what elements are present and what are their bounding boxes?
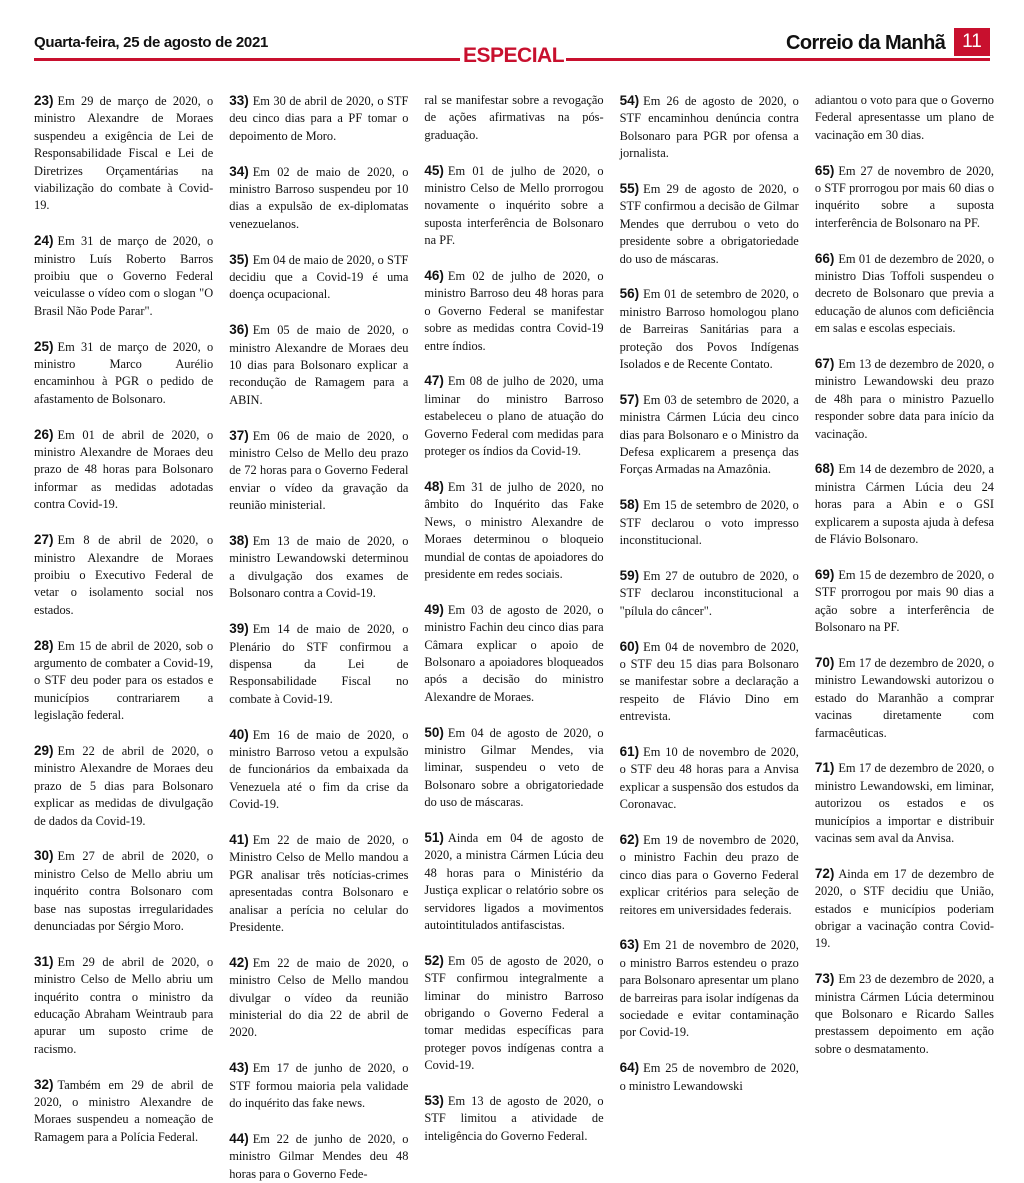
entry-text: Em 04 de agosto de 2020, o ministro Gilmar Mendes, via liminar, suspendeu o veto de Bolsonaro sobre a obrigatoriedade do uso de máscaras. [424,725,604,810]
entry-number: 72) [814,865,835,881]
timeline-entry [424,952,603,1075]
entry-number: 57) [619,391,640,407]
timeline-entry [424,478,603,583]
entry-number: 30) [34,848,54,864]
entry-number: 27) [34,532,54,548]
entry-text: Em 04 de maio de 2020, o STF decidiu que a Covid-19 é uma doença ocupacional. [229,252,409,302]
entry-text: Em 21 de novembro de 2020, o ministro Barros estendeu o prazo para Bolsonaro apresentar um plano de barreiras para isolar indígenas da sociedade e evitar contaminação por Covid-19. [619,938,799,1040]
entry-text: Em 22 de maio de 2020, o ministro Celso de Mello mandou divulgar o vídeo da reunião ministerial do dia 22 de abril de 2020. [229,955,409,1040]
timeline-entry [815,355,994,443]
entry-number: 68) [814,461,835,477]
timeline-entry [229,831,408,936]
entry-number: 41) [229,831,249,847]
page-header [0,0,1024,80]
timeline-entry [229,92,408,145]
article-columns [34,92,995,1181]
entry-text: Em 14 de maio de 2020, o Plenário do STF confirmou a dispensa da Lei de Responsabilidade Fiscal no combate à Covid-19. [229,622,409,706]
newspaper-name: Correio da Manhã [786,32,946,54]
entry-text: Em 30 de abril de 2020, o STF deu cinco dias para a PF tomar o depoimento de Moro. [229,94,409,143]
entry-number: 69) [814,566,835,582]
timeline-entry [815,654,994,742]
timeline-entry [620,1059,799,1095]
timeline-entry [815,460,994,548]
entry-text: Em 01 de dezembro de 2020, o ministro Dias Toffoli suspendeu o decreto de Bolsonaro que previa a educação de alunos com deficiência em salas e escolas especiais. [814,251,995,336]
timeline-entry [34,1076,213,1147]
entry-text: Em 22 de junho de 2020, o ministro Gilmar Mendes deu 48 horas para o Governo Fede- [229,1131,409,1181]
entry-text: Em 02 de julho de 2020, o ministro Barroso deu 48 horas para o Governo Federal se manifestar sobre as medidas contra Covid-19 entre índios. [424,269,604,353]
entry-text: Em 25 de novembro de 2020, o ministro Lewandowski [619,1061,799,1093]
entry-text: Em 27 de outubro de 2020, o STF declarou inconstitucional a "pílula do câncer". [619,568,799,618]
entry-number: 23) [34,93,54,108]
timeline-entry [620,936,799,1041]
entry-number: 42) [229,954,249,970]
entry-number: 54) [619,93,640,108]
entry-text: Em 13 de agosto de 2020, o STF limitou a atividade de inteligência do Governo Federal. [424,1094,604,1143]
timeline-entry [34,847,213,935]
entry-text: Em 31 de julho de 2020, no âmbito do Inquérito das Fake News, o ministro Alexandre de Moraes determinou o bloqueio mundial de contas de apoiadores do presidente em redes sociais. [424,479,604,581]
timeline-entry [620,92,799,163]
entry-text: Em 22 de maio de 2020, o Ministro Celso de Mello mandou a PGR analisar três notícias-crimes apresentadas contra Bolsonaro e analisar a perícia no celular do Presidente. [229,832,409,934]
timeline-entry [229,532,408,603]
entry-text: Ainda em 04 de agosto de 2020, a ministra Cármen Lúcia deu 48 horas para o Ministério da Justiça explicar o relatório sobre os servidores ligados a movimentos autointitulados antifascistas. [424,830,604,932]
timeline-entry [424,829,603,934]
entry-number: 35) [229,251,249,267]
entry-number: 36) [229,322,249,338]
timeline-entry [620,831,799,919]
timeline-entry [815,566,994,637]
entry-text: Em 14 de dezembro de 2020, a ministra Cármen Lúcia deu 24 horas para a Abin e o GSI explicarem a suposta ajuda à defesa de Flávio Bolsonaro. [814,462,995,547]
entry-text: Também em 29 de abril de 2020, o ministro Alexandre de Moraes suspendeu a nomeação de Ramagem para a Polícia Federal. [34,1077,214,1144]
column-3 [424,92,603,1152]
entry-number: 40) [229,726,249,742]
entry-number: 32) [34,1076,54,1092]
entry-text: Em 31 de março de 2020, o ministro Marco Aurélio encaminhou à PGR o pedido de afastamento de Bolsonaro. [34,339,214,406]
section-title: ESPECIAL [463,44,565,67]
entry-text: Em 15 de abril de 2020, sob o argumento de combater a Covid-19, o STF deu poder para os estados e municípios contrariarem a legislação federal. [34,638,214,723]
entry-number: 64) [619,1060,640,1076]
entry-text: Em 23 de dezembro de 2020, a ministra Cármen Lúcia determinou que Bolsonaro e Ricardo Salles prestassem depoimento em ação sobre o desmatamento. [814,972,995,1056]
entry-number: 61) [619,743,640,759]
entry-text: Em 31 de março de 2020, o ministro Luís Roberto Barros proibiu que o Governo Federal veiculasse o vídeo com o slogan "O Brasil Não Pode Parar". [34,234,214,318]
timeline-entry [229,954,408,1042]
timeline-entry [620,638,799,726]
entry-number: 29) [34,742,54,758]
timeline-entry [229,620,408,708]
entry-number: 53) [424,1093,444,1109]
entry-text: Em 17 de junho de 2020, o STF formou maioria pela validade do inquérito das fake news. [229,1061,409,1110]
timeline-entry [620,391,799,479]
issue-date: Quarta-feira, 25 de agosto de 2021 [34,34,269,51]
page-number: 11 [954,28,990,56]
entry-number: 51) [424,829,444,845]
column-5 [815,92,994,1152]
entry-text: Em 10 de novembro de 2020, o STF deu 48 horas para a Anvisa explicar a suspensão dos estudos da Coronavac. [619,744,799,812]
entry-text: Em 19 de novembro de 2020, o ministro Fachin deu prazo de cinco dias para o Governo Federal explicar critérios para seleção de reitores em universidades federais. [619,832,799,917]
entry-number: 63) [619,937,640,953]
entry-number: 43) [229,1060,249,1076]
entry-text: Em 16 de maio de 2020, o ministro Barroso vetou a expulsão de funcionários da embaixada da Venezuela até o fim da crise da Covid-19. [229,727,409,812]
entry-number: 65) [814,162,835,178]
entry-text: Em 02 de maio de 2020, o ministro Barroso suspendeu por 10 dias a expulsão de ex-diplomatas venezuelanos. [229,164,409,231]
entry-number: 34) [229,163,249,179]
timeline-entry [424,92,603,144]
entry-number: 56) [619,286,640,302]
timeline-entry [620,496,799,549]
timeline-entry [424,601,603,706]
entry-number: 52) [424,952,444,968]
entry-text: Em 08 de julho de 2020, uma liminar do ministro Barroso estabeleceu o plano de atuação do Governo Federal com medidas para proteger os índios da Covid-19. [424,374,604,459]
entry-text: Em 05 de agosto de 2020, o STF confirmou integralmente a liminar do ministro Barroso obrigando o Governo Federal a tomar medidas específicas para proteger povos indígenas contra a Covid-19. [424,953,604,1073]
entry-number: 67) [814,356,835,372]
entry-number: 39) [229,621,249,637]
entry-text: Em 13 de maio de 2020, o ministro Lewandowski determinou a divulgação dos exames de Bolsonaro contra a Covid-19. [229,534,409,601]
entry-number: 70) [814,654,835,670]
column-4 [620,92,799,1152]
timeline-entry [229,321,408,409]
entry-number: 31) [34,953,54,969]
entry-text: Em 26 de agosto de 2020, o STF encaminhou denúncia contra Bolsonaro para PGR por ofensa a jornalista. [619,94,799,161]
entry-number: 59) [619,567,640,583]
header-rule-left [34,58,460,61]
entry-number: 48) [424,478,444,494]
entry-text: Em 13 de dezembro de 2020, o ministro Lewandowski deu prazo de 48h para o ministro Pazuello responder sobre data para início da vacinação. [814,357,995,441]
timeline-entry [34,742,213,830]
entry-text: Em 01 de setembro de 2020, o ministro Barroso homologou plano de Barreiras Sanitárias para a proteção dos Povos Indígenas Isolados e de Recente Contato. [619,287,799,372]
entry-number: 73) [814,971,835,987]
entry-text: Em 17 de dezembro de 2020, o ministro Lewandowski, em liminar, autorizou os estados e os municípios a importar e distribuir vacinas sem aval da Anvisa. [814,761,995,845]
entry-number: 60) [619,638,640,654]
entry-text: Em 03 de setembro de 2020, a ministra Cármen Lúcia deu cinco dias para Bolsonaro e o Ministro da Defesa explicarem a presença das Forças Armadas na Amazônia. [619,392,799,477]
timeline-entry [229,251,408,304]
entry-text: Em 04 de novembro de 2020, o STF deu 15 dias para Bolsonaro se manifestar sobre a declaração a respeito de Flávio Dino em entrevista. [619,639,799,724]
timeline-entry [229,1130,408,1183]
entry-number: 62) [619,831,640,847]
entry-text: Ainda em 17 de dezembro de 2020, o STF decidiu que União, estados e municípios poderiam obrigar a vacinação contra Covid-19. [814,866,995,951]
entry-text: Em 15 de setembro de 2020, o STF declarou o voto impresso inconstitucional. [619,498,799,548]
entry-number: 45) [424,162,444,178]
entry-text: Em 29 de agosto de 2020, o STF confirmou a decisão de Gilmar Mendes que derrubou o veto do presidente sobre a obrigatoriedade do uso de máscaras. [619,182,799,266]
entry-text: Em 05 de maio de 2020, o ministro Alexandre de Moraes deu 10 dias para Bolsonaro explicar a recondução de Ramagem para a ABIN. [229,323,409,407]
entry-number: 26) [34,426,54,442]
timeline-entry [34,426,213,514]
entry-number: 44) [229,1130,249,1146]
timeline-entry [34,953,213,1058]
timeline-entry [424,372,603,460]
timeline-entry [424,724,603,812]
entry-text: ral se manifestar sobre a revogação de ações afirmativas na pós-graduação. [424,93,604,142]
entry-text: Em 27 de novembro de 2020, o STF prorrogou por mais 60 dias o inquérito sobre a suposta interferência de Bolsonaro na PF. [814,163,995,230]
entry-text: Em 27 de abril de 2020, o ministro Celso de Mello abriu um inquérito contra Bolsonaro com base nas supostas irregularidades denunciadas por Sérgio Moro. [34,849,214,933]
entry-text: Em 03 de agosto de 2020, o ministro Fachin deu cinco dias para Câmara explicar o apoio de Bolsonaro a apoiadores bloqueados após a decisão do ministro Alexandre de Moraes. [424,602,604,704]
timeline-entry [229,427,408,515]
timeline-entry [34,338,213,409]
timeline-entry [424,162,603,250]
entry-number: 55) [619,181,640,197]
entry-number: 33) [229,93,249,108]
timeline-entry [229,726,408,814]
entry-text: Em 06 de maio de 2020, o ministro Celso de Mello deu prazo de 72 horas para o Governo Federal enviar o vídeo da gravação da reunião ministerial. [229,428,409,513]
timeline-entry [620,567,799,620]
entry-text: Em 29 de março de 2020, o ministro Alexandre de Moraes suspendeu a exigência de Lei de Responsabilidade Fiscal e Lei de Diretrizes Orçamentárias na viabilização do combate à Covid-19. [34,94,214,213]
timeline-entry [620,180,799,268]
timeline-entry [424,267,603,355]
timeline-entry [34,232,213,320]
entry-number: 24) [34,233,54,249]
timeline-entry [229,1059,408,1112]
header-rule-right [566,58,990,61]
entry-number: 58) [619,497,640,513]
entry-text: Em 17 de dezembro de 2020, o ministro Lewandowski autorizou o estado do Maranhão a comprar vacinas diretamente com farmacêuticas. [814,655,995,740]
timeline-entry [815,92,994,144]
entry-number: 66) [814,250,835,266]
entry-number: 25) [34,338,54,354]
entry-text: Em 8 de abril de 2020, o ministro Alexandre de Moraes proibiu o Executivo Federal de vetar o isolamento social nos estados. [34,533,214,617]
entry-number: 50) [424,724,444,740]
timeline-entry [815,865,994,953]
entry-number: 47) [424,373,444,389]
entry-number: 28) [34,637,54,653]
entry-number: 37) [229,427,249,443]
timeline-entry [620,743,799,814]
entry-number: 49) [424,601,444,617]
timeline-entry [34,531,213,619]
column-1 [34,92,213,1152]
timeline-entry [620,285,799,373]
entry-text: Em 29 de abril de 2020, o ministro Celso de Mello abriu um inquérito contra o ministro da educação Abraham Weintraub para apurar um suposto crime de racismo. [34,954,214,1056]
column-2 [229,92,409,1181]
entry-number: 71) [814,760,835,776]
timeline-entry [815,759,994,847]
timeline-entry [34,637,213,725]
entry-number: 46) [424,268,444,284]
timeline-entry [34,92,213,215]
timeline-entry [229,163,408,234]
entry-text: Em 15 de dezembro de 2020, o STF prorrogou por mais 90 dias a ação sobre a interferência de Bolsonaro na PF. [814,567,995,635]
entry-text: Em 01 de abril de 2020, o ministro Alexandre de Moraes deu prazo de 48 horas para Bolsonaro informar as medidas adotadas contra Covid-19. [34,427,214,512]
timeline-entry [424,1092,603,1145]
entry-number: 38) [229,533,249,549]
timeline-entry [815,970,994,1058]
timeline-entry [815,250,994,338]
entry-text: Em 22 de abril de 2020, o ministro Alexandre de Moraes deu prazo de 5 dias para Bolsonaro explicar as medidas de divulgação de dados da Covid-19. [34,743,214,828]
entry-text: adiantou o voto para que o Governo Federal apresentasse um plano de vacinação em 30 dias. [814,93,995,142]
entry-text: Em 01 de julho de 2020, o ministro Celso de Mello prorrogou novamente o inquérito sobre a suposta interferência de Bolsonaro na PF. [424,163,604,248]
timeline-entry [815,162,994,233]
